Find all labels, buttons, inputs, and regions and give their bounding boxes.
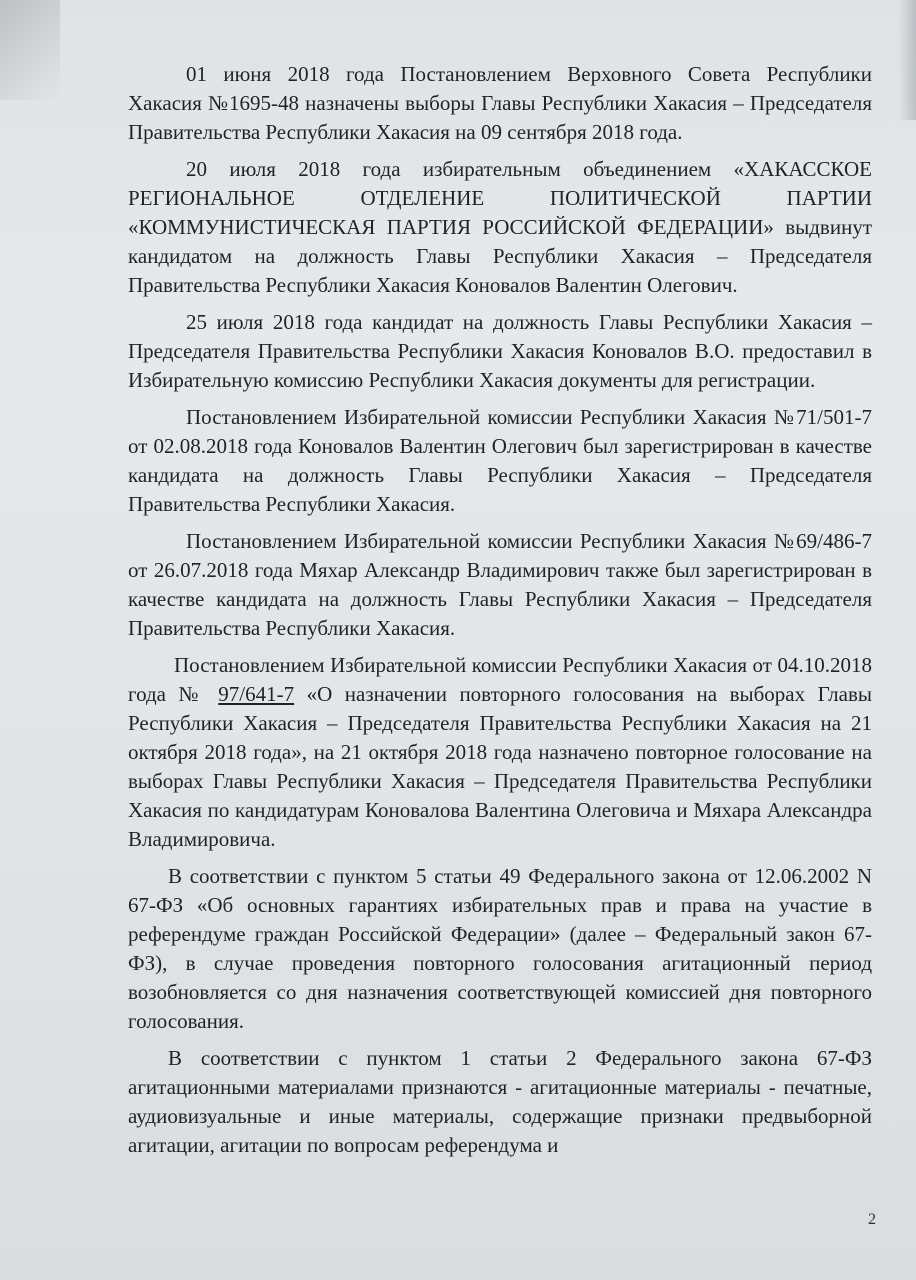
paragraph-1: 01 июня 2018 года Постановлением Верховного Совета Республики Хакасия №1695-48 назначены выборы Главы Республики Хакасия – Председателя Правительства Республики Хакасия на 09 сентября 2018 года. xyxy=(128,62,872,144)
paragraph-2: 20 июля 2018 года избирательным объединением «ХАКАССКОЕ РЕГИОНАЛЬНОЕ ОТДЕЛЕНИЕ ПОЛИТИЧЕСКОЙ ПАРТИИ «КОММУНИСТИЧЕСКАЯ ПАРТИЯ РОССИЙСКОЙ ФЕДЕРАЦИИ» выдвинут кандидатом на должность Главы Республики Хакасия – Председателя Правительства Республики Хакасия Коновалов Валентин Олегович. xyxy=(128,157,872,297)
paragraph-6-end: «О назначении повторного голосования на выборах Главы Республики Хакасия – Председателя Правительства Республики Хакасия на 21 октября 2018 года», на 21 октября 2018 года назначено повторное голосование на выборах Главы Республики Хакасия – Председателя Правительства Республики Хакасия по кандидатурам Коновалова Валентина Олеговича и Мяхара Александра Владимировича. xyxy=(128,682,873,851)
paragraph-6-start: Постановлением Избирательной комиссии Республики Хакасия от 04.10.2018 года № xyxy=(128,653,872,706)
document-body xyxy=(128,60,872,1168)
paragraph-7: В соответствии с пунктом 5 статьи 49 Федерального закона от 12.06.2002 N 67-ФЗ «Об основных гарантиях избирательных прав и права на участие в референдуме граждан Российской Федерации» (далее – Федеральный закон 67-ФЗ), в случае проведения повторного голосования агитационный период возобновляется со дня назначения соответствующей комиссией дня повторного голосования. xyxy=(128,864,872,1033)
paragraph-3: 25 июля 2018 года кандидат на должность Главы Республики Хакасия – Председателя Правительства Республики Хакасия Коновалов В.О. предоставил в Избирательную комиссию Республики Хакасия документы для регистрации. xyxy=(128,310,872,392)
paragraph-4: Постановлением Избирательной комиссии Республики Хакасия №71/501-7 от 02.08.2018 года Коновалов Валентин Олегович был зарегистрирован в качестве кандидата на должность Главы Республики Хакасия – Председателя Правительства Республики Хакасия. xyxy=(128,405,872,516)
paragraph-5: Постановлением Избирательной комиссии Республики Хакасия №69/486-7 от 26.07.2018 года Мяхар Александр Владимирович также был зарегистрирован в качестве кандидата на должность Главы Республики Хакасия – Председателя Правительства Республики Хакасия. xyxy=(128,529,872,640)
paragraph-8: В соответствии с пунктом 1 статьи 2 Федерального закона 67-ФЗ агитационными материалами признаются - агитационные материалы - печатные, аудиовизуальные и иные материалы, содержащие признаки предвыборной агитации, агитации по вопросам референдума и xyxy=(128,1046,872,1157)
paragraph-6 xyxy=(128,651,872,854)
page-number: 2 xyxy=(868,1211,876,1228)
resolution-number: 97/641-7 xyxy=(218,682,295,706)
